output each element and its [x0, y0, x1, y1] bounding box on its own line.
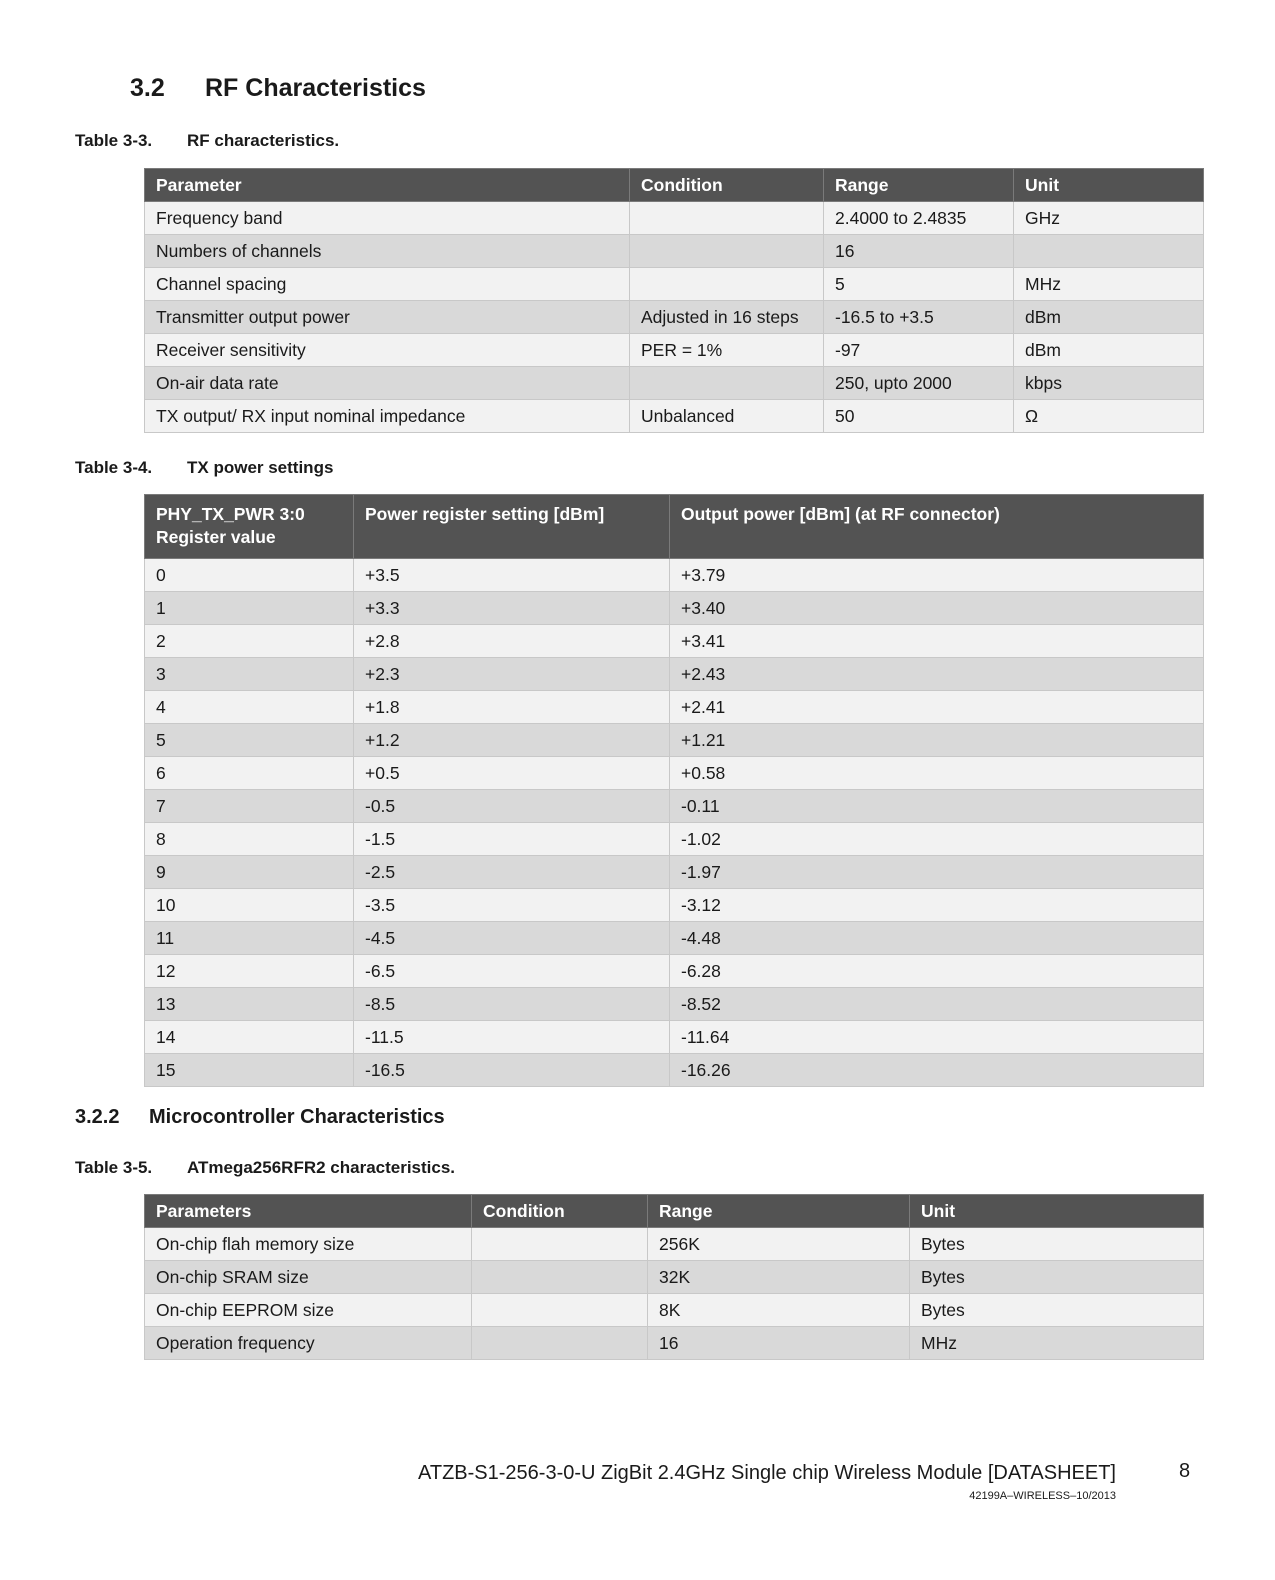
- table-header-row: [145, 169, 1204, 202]
- table-cell: -0.5: [354, 790, 670, 823]
- rf-characteristics-table: [144, 168, 1204, 433]
- table-cell: 14: [145, 1021, 354, 1054]
- table-cell: +2.3: [354, 658, 670, 691]
- table-row: [145, 367, 1204, 400]
- table-row: [145, 823, 1204, 856]
- table-row: [145, 1294, 1204, 1327]
- table-cell: +3.5: [354, 559, 670, 592]
- table-cell: -11.64: [670, 1021, 1204, 1054]
- table-cell: [1014, 235, 1204, 268]
- table-cell: [630, 367, 824, 400]
- table-cell: Channel spacing: [145, 268, 630, 301]
- footer-document-title: ATZB-S1-256-3-0-U ZigBit 2.4GHz Single chip Wireless Module [DATASHEET]: [418, 1462, 1116, 1484]
- table-cell: +3.79: [670, 559, 1204, 592]
- column-header: Unit: [910, 1195, 1204, 1228]
- table-cell: On-air data rate: [145, 367, 630, 400]
- table-cell: -3.12: [670, 889, 1204, 922]
- table-cell: 0: [145, 559, 354, 592]
- table-cell: Frequency band: [145, 202, 630, 235]
- table-cell: 16: [824, 235, 1014, 268]
- table-cell: 3: [145, 658, 354, 691]
- table-cell: -8.5: [354, 988, 670, 1021]
- table-row: [145, 1327, 1204, 1360]
- table-cell: 2.4000 to 2.4835: [824, 202, 1014, 235]
- table-cell: 2: [145, 625, 354, 658]
- section-heading: [130, 74, 426, 103]
- table-cell: MHz: [910, 1327, 1204, 1360]
- table-cell: 5: [145, 724, 354, 757]
- table-row: [145, 856, 1204, 889]
- table-cell: +2.41: [670, 691, 1204, 724]
- table1-caption-title: RF characteristics.: [187, 131, 340, 150]
- footer-document-number: 42199A–WIRELESS–10/2013: [969, 1490, 1116, 1502]
- table-cell: -8.52: [670, 988, 1204, 1021]
- table-cell: [472, 1294, 648, 1327]
- table-cell: Receiver sensitivity: [145, 334, 630, 367]
- table-row: [145, 235, 1204, 268]
- table-row: [145, 1054, 1204, 1087]
- table-row: [145, 268, 1204, 301]
- table-cell: +2.8: [354, 625, 670, 658]
- table-cell: 7: [145, 790, 354, 823]
- table-cell: +2.43: [670, 658, 1204, 691]
- table-cell: Bytes: [910, 1261, 1204, 1294]
- table-cell: 8K: [648, 1294, 910, 1327]
- table-cell: 5: [824, 268, 1014, 301]
- table-cell: [630, 202, 824, 235]
- table-cell: On-chip SRAM size: [145, 1261, 472, 1294]
- table-cell: 15: [145, 1054, 354, 1087]
- column-header: Condition: [630, 169, 824, 202]
- table-header-row: [145, 1195, 1204, 1228]
- table3-caption-number: Table 3-5.: [75, 1158, 153, 1177]
- table-row: [145, 1261, 1204, 1294]
- column-header: Range: [824, 169, 1014, 202]
- table-cell: Transmitter output power: [145, 301, 630, 334]
- table-cell: +0.5: [354, 757, 670, 790]
- table-row: [145, 400, 1204, 433]
- table-row: [145, 790, 1204, 823]
- microcontroller-characteristics-table: [144, 1194, 1204, 1360]
- table-cell: PER = 1%: [630, 334, 824, 367]
- table-header-row: [145, 495, 1204, 559]
- table-cell: dBm: [1014, 301, 1204, 334]
- footer-page-number: 8: [1179, 1460, 1191, 1482]
- table-cell: +1.8: [354, 691, 670, 724]
- table-cell: -6.5: [354, 955, 670, 988]
- table2-caption-number: Table 3-4.: [75, 458, 153, 477]
- table-row: [145, 724, 1204, 757]
- table-cell: Operation frequency: [145, 1327, 472, 1360]
- table-cell: +3.3: [354, 592, 670, 625]
- table-cell: 9: [145, 856, 354, 889]
- table-cell: Ω: [1014, 400, 1204, 433]
- table-cell: -1.97: [670, 856, 1204, 889]
- table1-caption: [75, 131, 339, 151]
- table-cell: -0.11: [670, 790, 1204, 823]
- table-row: [145, 559, 1204, 592]
- table-cell: Bytes: [910, 1294, 1204, 1327]
- table-cell: -1.02: [670, 823, 1204, 856]
- table-cell: +3.40: [670, 592, 1204, 625]
- table2-caption: [75, 458, 333, 478]
- table-cell: -3.5: [354, 889, 670, 922]
- table-cell: [630, 268, 824, 301]
- table-cell: -16.26: [670, 1054, 1204, 1087]
- column-header: PHY_TX_PWR 3:0 Register value: [145, 495, 354, 559]
- table-cell: 250, upto 2000: [824, 367, 1014, 400]
- table-cell: -16.5 to +3.5: [824, 301, 1014, 334]
- subsection-number: 3.2.2: [75, 1106, 120, 1128]
- table-cell: +0.58: [670, 757, 1204, 790]
- table-cell: Numbers of channels: [145, 235, 630, 268]
- table-cell: +1.2: [354, 724, 670, 757]
- table-cell: Bytes: [910, 1228, 1204, 1261]
- table-cell: 256K: [648, 1228, 910, 1261]
- table-cell: +1.21: [670, 724, 1204, 757]
- table-cell: +3.41: [670, 625, 1204, 658]
- table-cell: -16.5: [354, 1054, 670, 1087]
- table-cell: TX output/ RX input nominal impedance: [145, 400, 630, 433]
- tx-power-settings-table: [144, 494, 1204, 1087]
- table-row: [145, 1021, 1204, 1054]
- table1-caption-number: Table 3-3.: [75, 131, 153, 150]
- section-number: 3.2: [130, 74, 165, 102]
- table-cell: 16: [648, 1327, 910, 1360]
- table-cell: 4: [145, 691, 354, 724]
- table-row: [145, 955, 1204, 988]
- table-cell: -2.5: [354, 856, 670, 889]
- table-row: [145, 691, 1204, 724]
- table-cell: kbps: [1014, 367, 1204, 400]
- table-cell: -4.5: [354, 922, 670, 955]
- column-header: Unit: [1014, 169, 1204, 202]
- column-header: Parameter: [145, 169, 630, 202]
- table-cell: [472, 1327, 648, 1360]
- table-row: [145, 922, 1204, 955]
- subsection-title: Microcontroller Characteristics: [149, 1106, 445, 1128]
- table-row: [145, 334, 1204, 367]
- table-cell: Unbalanced: [630, 400, 824, 433]
- table-cell: 11: [145, 922, 354, 955]
- table3-caption: [75, 1158, 455, 1178]
- table-cell: MHz: [1014, 268, 1204, 301]
- table-row: [145, 625, 1204, 658]
- table-row: [145, 988, 1204, 1021]
- table-row: [145, 658, 1204, 691]
- table-cell: [630, 235, 824, 268]
- column-header: Range: [648, 1195, 910, 1228]
- table2-caption-title: TX power settings: [187, 458, 334, 477]
- table-cell: On-chip EEPROM size: [145, 1294, 472, 1327]
- table-cell: [472, 1261, 648, 1294]
- section-title: RF Characteristics: [205, 74, 426, 102]
- table-row: [145, 889, 1204, 922]
- table-cell: Adjusted in 16 steps: [630, 301, 824, 334]
- table-row: [145, 592, 1204, 625]
- table-cell: On-chip flah memory size: [145, 1228, 472, 1261]
- column-header: Output power [dBm] (at RF connector): [670, 495, 1204, 559]
- table-cell: -11.5: [354, 1021, 670, 1054]
- table-row: [145, 757, 1204, 790]
- table-cell: 12: [145, 955, 354, 988]
- table-cell: 50: [824, 400, 1014, 433]
- table-cell: 6: [145, 757, 354, 790]
- table-cell: -97: [824, 334, 1014, 367]
- table-cell: -4.48: [670, 922, 1204, 955]
- table-row: [145, 202, 1204, 235]
- table-cell: -6.28: [670, 955, 1204, 988]
- table-cell: [472, 1228, 648, 1261]
- table-cell: -1.5: [354, 823, 670, 856]
- table-cell: 8: [145, 823, 354, 856]
- table-cell: GHz: [1014, 202, 1204, 235]
- table3-caption-title: ATmega256RFR2 characteristics.: [187, 1158, 456, 1177]
- table-cell: 32K: [648, 1261, 910, 1294]
- column-header: Condition: [472, 1195, 648, 1228]
- subsection-heading: [75, 1106, 445, 1129]
- column-header: Parameters: [145, 1195, 472, 1228]
- table-cell: 10: [145, 889, 354, 922]
- table-cell: 13: [145, 988, 354, 1021]
- table-cell: dBm: [1014, 334, 1204, 367]
- column-header: Power register setting [dBm]: [354, 495, 670, 559]
- table-cell: 1: [145, 592, 354, 625]
- table-row: [145, 301, 1204, 334]
- table-row: [145, 1228, 1204, 1261]
